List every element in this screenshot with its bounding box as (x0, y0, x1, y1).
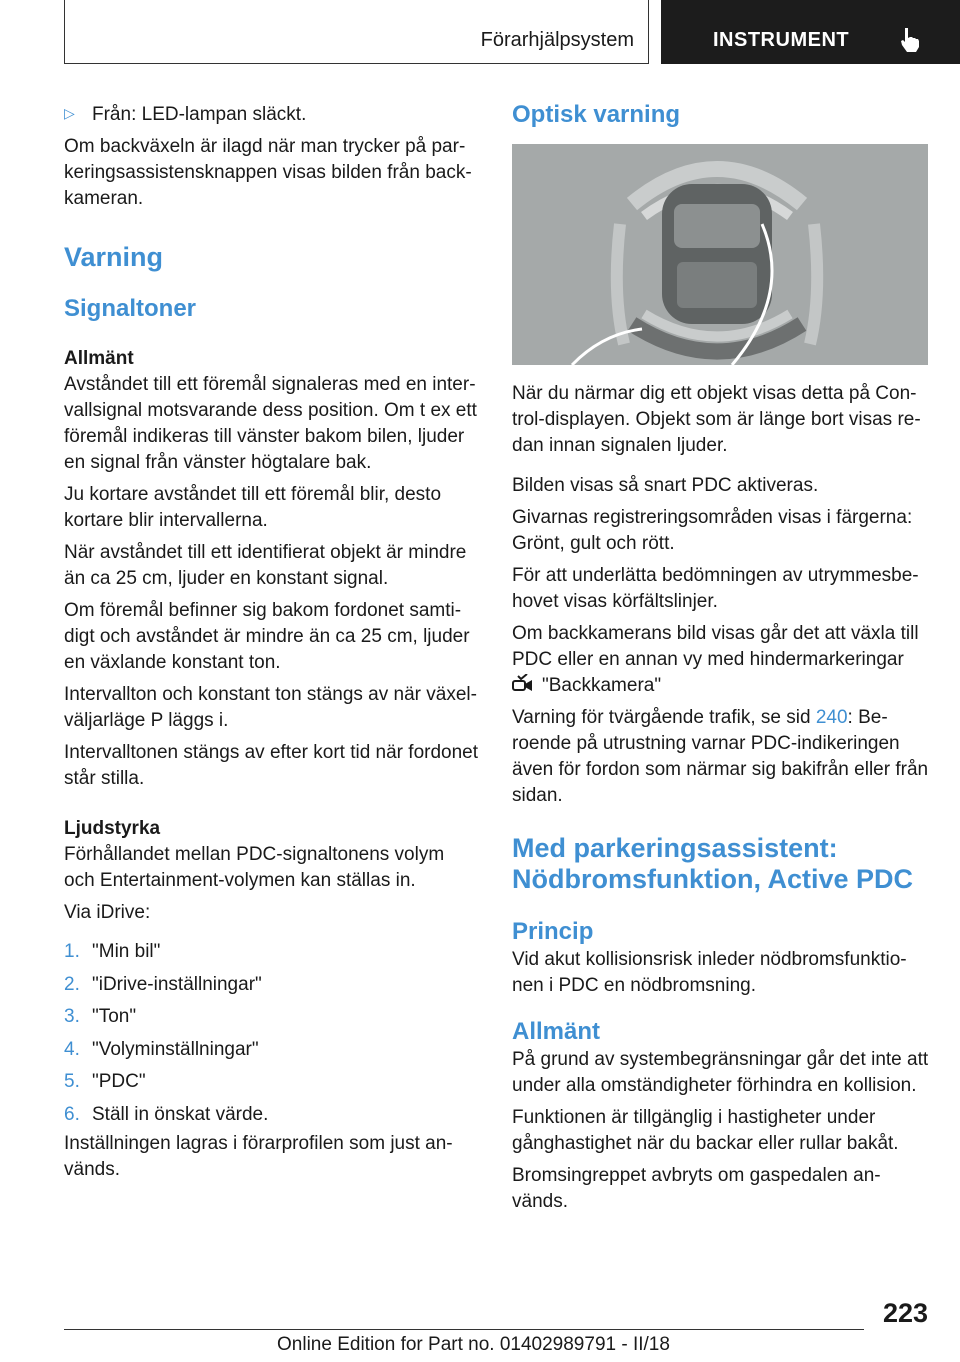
paragraph: Via iDrive: (64, 902, 151, 923)
heading-ljudstyrka: Ljudstyrka (64, 818, 161, 839)
paragraph: Om föremål befinner sig bakom fordonet samti-digt och avståndet är mindre än ca 25 cm, ljuder en växlande konstant ton. (64, 600, 470, 673)
heading-signaltoner: Signaltoner (64, 295, 197, 322)
heading-optisk-varning: Optisk varning (512, 101, 681, 128)
paragraph: Förhållandet mellan PDC-signaltonens volym och Entertainment-volymen kan ställas in. (64, 844, 445, 891)
heading-allmant: Allmänt (512, 1018, 601, 1045)
chapter-title: INSTRUMENT (713, 29, 850, 51)
paragraph: För att underlätta bedömningen av utrymmesbe-hovet visas körfältslinjer. (512, 565, 919, 612)
paragraph: Om backväxeln är ilagd när man trycker på par-keringsassistensknappen visas bilden från back-kameran. (64, 136, 472, 209)
page-header (0, 0, 960, 66)
list-item: 4. "Volyminställningar" (64, 1038, 259, 1060)
bullet-item: ▷ Från: LED-lampan släckt. (64, 100, 480, 128)
pdc-car-illustration (512, 144, 928, 365)
heading-nodbromsfunktion: Med parkeringsassistent: Nödbromsfunktion, Active PDC (512, 833, 914, 894)
paragraph: Intervallton och konstant ton stängs av när växel-väljarläge P läggs i. (64, 684, 477, 731)
paragraph: Intervalltonen stängs av efter kort tid när fordonet står stilla. (64, 742, 479, 789)
edition-info: Online Edition for Part no. 01402989791 - II/18 (277, 1334, 670, 1355)
heading-princip: Princip (512, 918, 594, 945)
paragraph: Bromsingreppet avbryts om gaspedalen an-vänds. (512, 1165, 881, 1212)
paragraph: Funktionen är tillgänglig i hastigheter under gånghastighet när du backar eller rullar bakåt. (512, 1107, 899, 1154)
steps-list (64, 936, 480, 1131)
section-title: Förarhjälpsystem (480, 29, 634, 51)
page-reference-link[interactable]: 240 (815, 707, 848, 728)
paragraph: Avståndet till ett föremål signaleras med en inter-vallsignal motsvarande dess position. Om t ex ett föremål indikeras till vänster bakom bilen, ljuder en signal från vänster högtalare bak. (64, 374, 477, 473)
list-item: 2. "iDrive-inställningar" (64, 973, 262, 995)
heading-allmant: Allmänt (64, 348, 134, 369)
heading-varning: Varning (64, 242, 164, 272)
paragraph: Bilden visas så snart PDC aktiveras. (512, 475, 819, 496)
chapter-tab (661, 0, 960, 64)
section-tab (64, 0, 649, 64)
footer-divider (64, 1329, 864, 1330)
list-item: 5. "PDC" (64, 1071, 146, 1092)
paragraph: När du närmar dig ett objekt visas detta på Con-trol-displayen. Objekt som är länge bort visas re-dan innan signalen ljuder. (512, 383, 921, 456)
paragraph: Om backkamerans bild visas går det att växla till PDC eller en annan vy med hindermarkeringar "Backkamera" (512, 623, 919, 696)
list-item: 6. Ställ in önskat värde. (64, 1103, 269, 1125)
parking-camera-icon (512, 674, 536, 694)
hand-pointing-icon (897, 26, 923, 54)
paragraph: När avståndet till ett identifierat objekt är mindre än ca 25 cm, ljuder en konstant signal. (64, 542, 467, 589)
paragraph: Givarnas registreringsområden visas i färgerna: Grönt, gult och rött. (512, 507, 913, 554)
paragraph: Ju kortare avståndet till ett föremål blir, desto kortare blir intervallerna. (64, 484, 442, 531)
page-number: 223 (882, 1298, 928, 1328)
left-column (64, 100, 480, 1189)
pdc-display-image (512, 144, 928, 365)
paragraph: Inställningen lagras i förarprofilen som just an-vänds. (64, 1133, 453, 1180)
paragraph: Vid akut kollisionsrisk inleder nödbromsfunktio-nen i PDC en nödbromsning. (512, 949, 907, 996)
triangle-bullet-icon: ▷ (64, 105, 75, 121)
list-item: 1. "Min bil" (64, 941, 161, 962)
paragraph: Varning för tvärgående trafik, se sid 240: Be-roende på utrustning varnar PDC-indikeringen även för fordon som närmar sig bakifrån eller från sidan. (512, 707, 929, 806)
list-item: 3. "Ton" (64, 1006, 137, 1027)
right-column (512, 100, 932, 1221)
paragraph: På grund av systembegränsningar går det inte att under alla omständigheter förhindra en kollision. (512, 1049, 929, 1096)
